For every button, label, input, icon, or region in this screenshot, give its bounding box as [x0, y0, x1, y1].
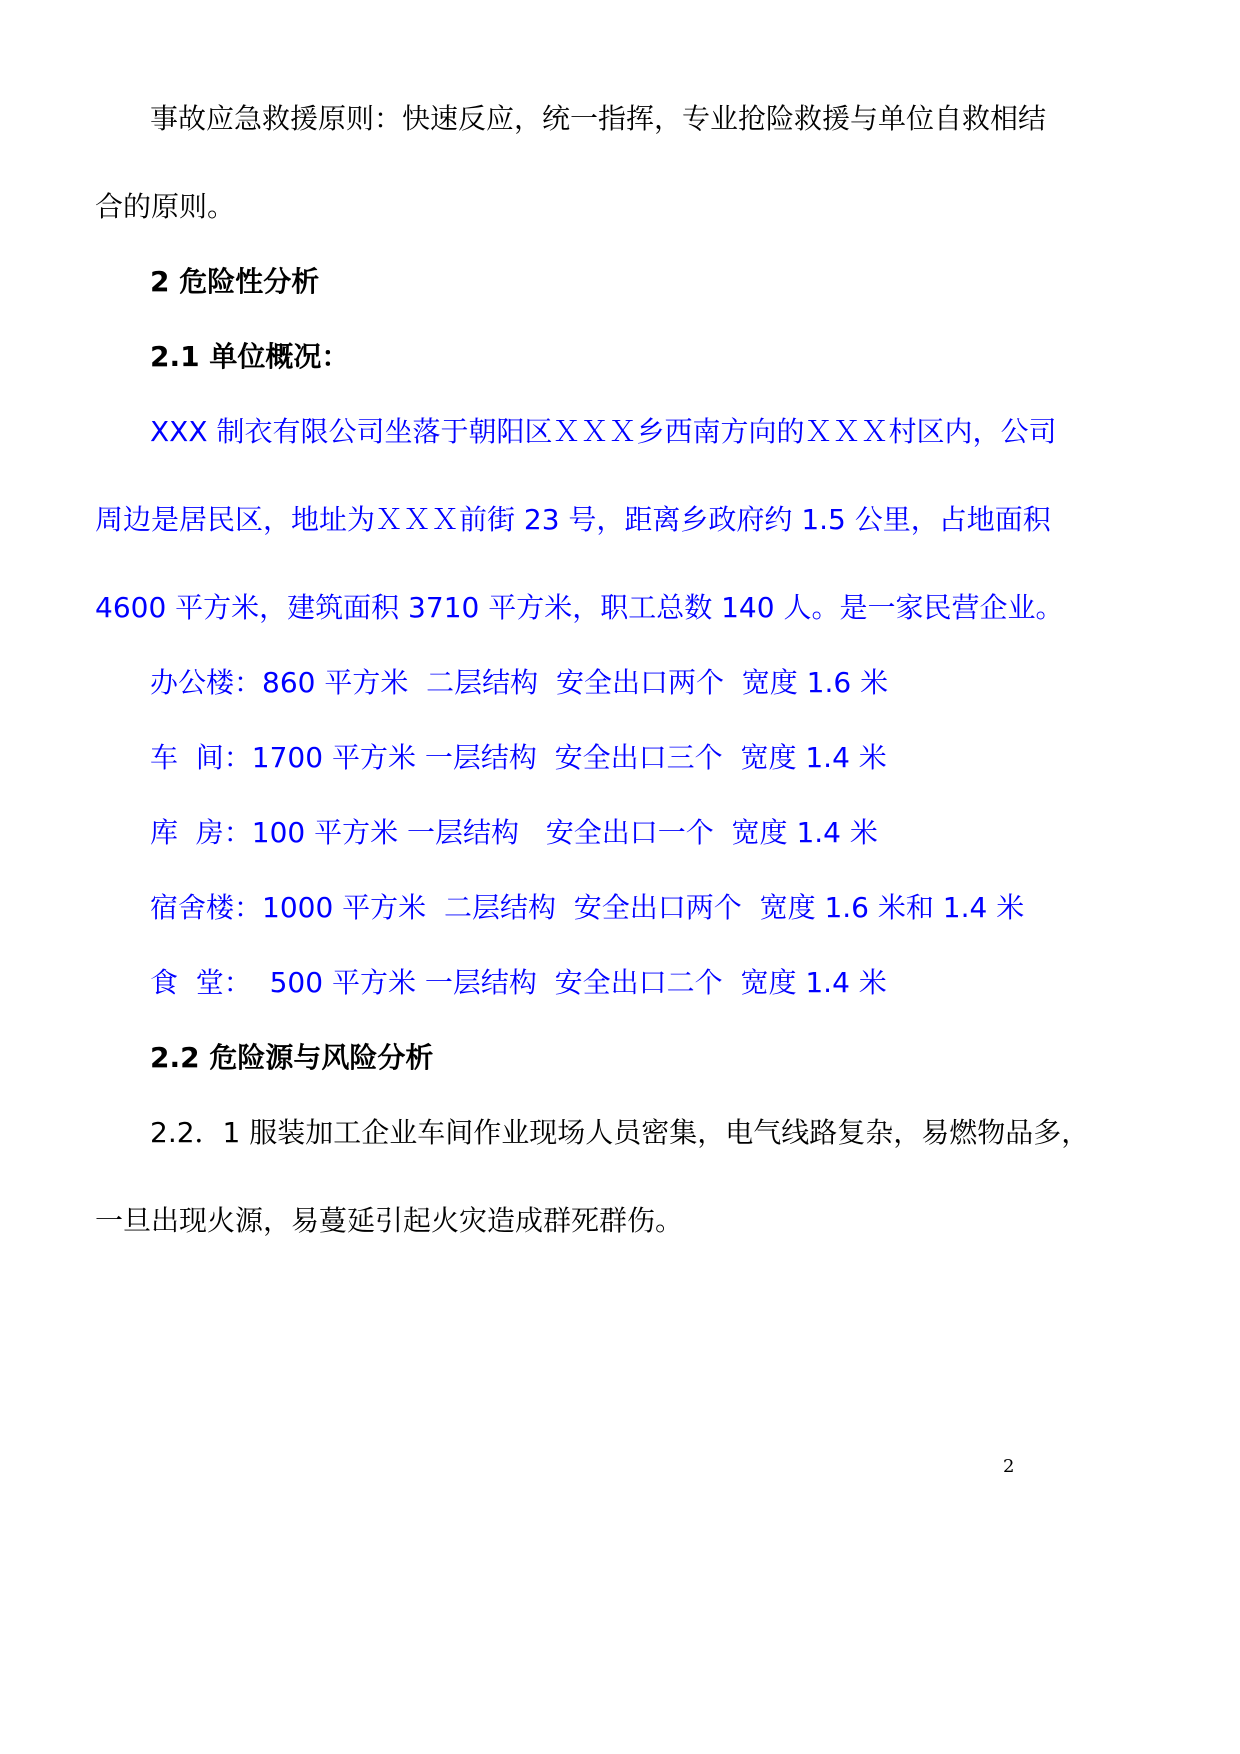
overview-line-1: XXX 制衣有限公司坐落于朝阳区ＸＸＸ乡西南方向的ＸＸＸ村区内，公司 [150, 415, 1057, 448]
building-warehouse: 库 房：100 平方米 一层结构 安全出口一个 宽度 1.4 米 [150, 816, 878, 849]
building-dormitory: 宿舍楼：1000 平方米 二层结构 安全出口两个 宽度 1.6 米和 1.4 米 [150, 891, 1025, 924]
hazard-line-2: 一旦出现火源，易蔓延引起火灾造成群死群伤。 [95, 1204, 684, 1237]
principle-line-2: 合的原则。 [95, 190, 236, 223]
overview-line-3: 4600 平方米，建筑面积 3710 平方米，职工总数 140 人。是一家民营企业。 [95, 591, 1064, 624]
section-2-heading: 2 危险性分析 [150, 265, 320, 298]
building-office: 办公楼：860 平方米 二层结构 安全出口两个 宽度 1.6 米 [150, 666, 889, 699]
page-number: 2 [1003, 1456, 1015, 1477]
overview-line-2: 周边是居民区，地址为ＸＸＸ前街 23 号，距离乡政府约 1.5 公里，占地面积 [95, 503, 1051, 536]
section-2-1-heading: 2.1 单位概况： [150, 340, 350, 373]
building-workshop: 车 间：1700 平方米 一层结构 安全出口三个 宽度 1.4 米 [150, 741, 887, 774]
hazard-line-1: 2.2．1 服装加工企业车间作业现场人员密集，电气线路复杂，易燃物品多， [150, 1116, 1090, 1149]
section-2-2-heading: 2.2 危险源与风险分析 [150, 1041, 434, 1074]
building-canteen: 食 堂： 500 平方米 一层结构 安全出口二个 宽度 1.4 米 [150, 966, 887, 999]
principle-line-1: 事故应急救援原则：快速反应，统一指挥，专业抢险救援与单位自救相结 [150, 102, 1047, 135]
